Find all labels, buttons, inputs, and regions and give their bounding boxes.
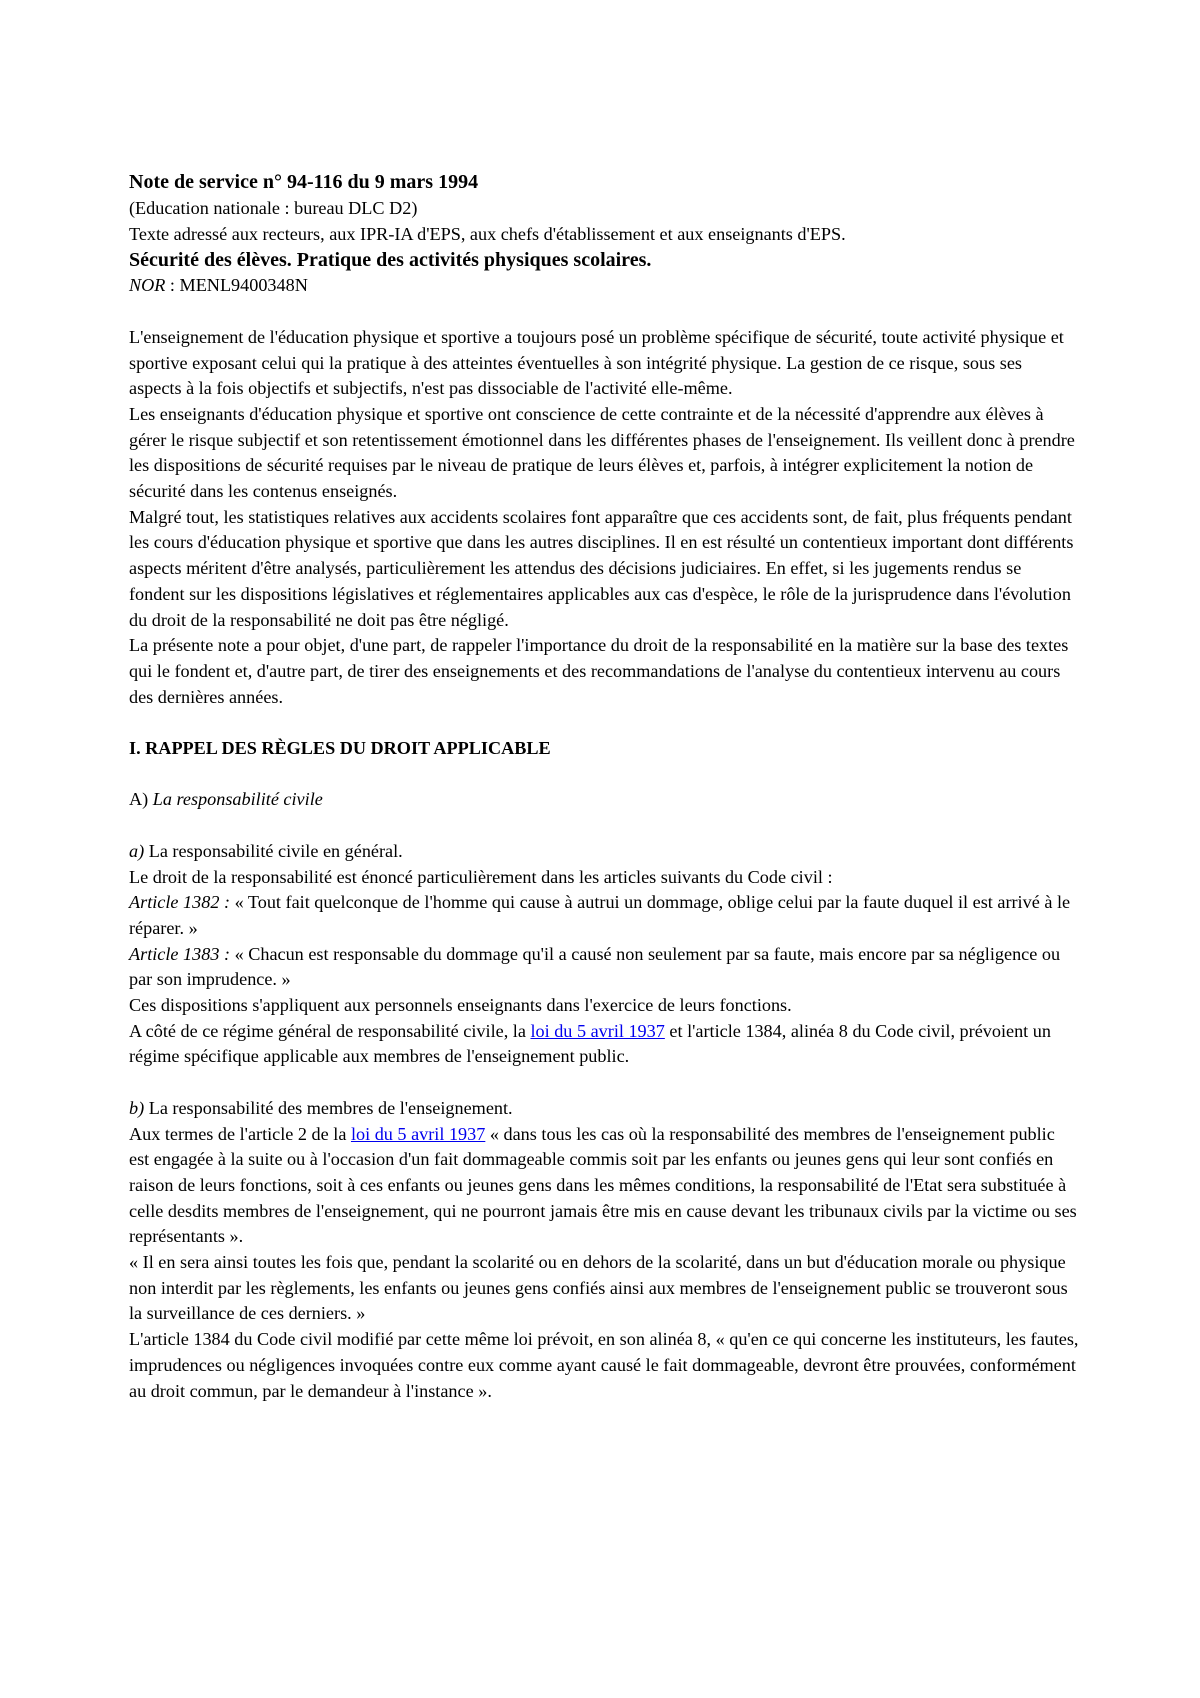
document-subject: Sécurité des élèves. Pratique des activités physiques scolaires.	[129, 249, 652, 272]
quote-scolarite: « Il en sera ainsi toutes les fois que, pendant la scolarité ou en dehors de la scolarité, dans un but d'éducation morale ou physique non interdit par les règlements, les enfants ou jeunes gens confiés ainsi aux membres de l'enseignement public se trouveront sous la surveillance de ces derniers. »	[129, 1252, 1068, 1324]
subsection-a-title: La responsabilité civile	[152, 789, 323, 810]
article-1382-label: Article 1382 :	[129, 892, 231, 913]
addressees-line: Texte adressé aux recteurs, aux IPR-IA d'EPS, aux chefs d'établissement et aux enseignants d'EPS.	[129, 223, 846, 244]
specific-regime	[129, 1019, 1079, 1070]
point-a-heading	[129, 839, 1079, 865]
article-2-after: « dans tous les cas où la responsabilité des membres de l'enseignement public est engagée à la suite ou à l'occasion d'un fait dommageable commis soit par les enfants ou jeunes gens qui leur sont confiés en raison de leurs fonctions, soit à ces enfants ou jeunes gens dans les mêmes conditions, la responsabilité de l'Etat sera substituée à celle desdits membres de l'enseignement, qui ne pourront jamais être mis en cause devant les tribunaux civils par la victime ou ses représentants ».	[129, 1123, 1077, 1247]
point-a-title: La responsabilité civile en général.	[144, 840, 403, 861]
article-1383	[129, 942, 1079, 993]
loi-1937-link-2[interactable]: loi du 5 avril 1937	[350, 1123, 486, 1144]
article-1384: L'article 1384 du Code civil modifié par cette même loi prévoit, en son alinéa 8, « qu'en ce qui concerne les instituteurs, les fautes, imprudences ou négligences invoquées contre eux comme ayant causé le fait dommageable, devront être prouvées, conformément au droit commun, par le demandeur à l'instance ».	[129, 1329, 1079, 1401]
spacer	[129, 710, 1079, 736]
bureau-line: (Education nationale : bureau DLC D2)	[129, 198, 418, 218]
point-b-heading	[129, 1096, 1079, 1122]
specific-regime-after: et l'article 1384, alinéa 8 du Code civil, prévoient un régime spécifique applicable aux membres de l'enseignement public.	[129, 1020, 1051, 1067]
code-civil-intro: Le droit de la responsabilité est énoncé particulièrement dans les articles suivants du Code civil :	[129, 866, 833, 887]
nor-value: : MENL9400348N	[165, 275, 308, 296]
specific-regime-before: A côté de ce régime général de responsabilité civile, la	[129, 1020, 531, 1041]
article-1382	[129, 890, 1079, 941]
nor-line	[129, 273, 1079, 299]
intro-paragraph-4: La présente note a pour objet, d'une part, de rappeler l'importance du droit de la responsabilité en la matière sur la base des textes qui le fondent et, d'autre part, de tirer des enseignements et des recommandations de l'analyse du contentieux intervenu au cours des dernières années.	[129, 635, 1069, 707]
spacer	[129, 762, 1079, 788]
section-1-heading: I. RAPPEL DES RÈGLES DU DROIT APPLICABLE	[129, 738, 551, 759]
dispositions-apply: Ces dispositions s'appliquent aux personnels enseignants dans l'exercice de leurs fonctions.	[129, 995, 792, 1016]
document-title: Note de service n° 94-116 du 9 mars 1994	[129, 171, 479, 193]
subsection-a-prefix: A)	[129, 789, 153, 810]
intro-paragraph-2: Les enseignants d'éducation physique et sportive ont conscience de cette contrainte et de la nécessité d'apprendre aux élèves à gérer le risque subjectif et son retentissement émotionnel dans les différentes phases de l'enseignement. Ils veillent donc à prendre les dispositions de sécurité requises par le niveau de pratique de leurs élèves et, parfois, à intégrer explicitement la notion de sécurité dans les contenus enseignés.	[129, 403, 1075, 502]
document-page	[129, 168, 1079, 1404]
point-b-title: La responsabilité des membres de l'enseignement.	[144, 1097, 513, 1118]
spacer	[129, 299, 1079, 325]
nor-label: NOR	[129, 275, 166, 296]
spacer	[129, 813, 1079, 839]
intro-paragraph-3: Malgré tout, les statistiques relatives aux accidents scolaires font apparaître que ces accidents sont, de fait, plus fréquents pendant les cours d'éducation physique et sportive que dans les autres disciplines. Il en est résulté un contentieux important dont différents aspects méritent d'être analysés, particulièrement les attendus des décisions judiciaires. En effet, si les jugements rendus se fondent sur les dispositions législatives et réglementaires applicables aux cas d'espèce, le rôle de la jurisprudence dans l'évolution du droit de la responsabilité ne doit pas être négligé.	[129, 506, 1074, 630]
article-1382-text: « Tout fait quelconque de l'homme qui cause à autrui un dommage, oblige celui par la faute duquel il est arrivé à le réparer. »	[129, 892, 1071, 938]
article-2-before: Aux termes de l'article 2 de la	[129, 1123, 351, 1144]
intro-paragraph-1: L'enseignement de l'éducation physique et sportive a toujours posé un problème spécifique de sécurité, toute activité physique et sportive exposant celui qui la pratique à des atteintes éventuelles à son intégrité physique. La gestion de ce risque, sous ses aspects à la fois objectifs et subjectifs, n'est pas dissociable de l'activité elle-même.	[129, 326, 1064, 399]
article-1383-text: « Chacun est responsable du dommage qu'il a causé non seulement par sa faute, mais encore par sa négligence ou par son imprudence. »	[129, 943, 1061, 990]
article-1383-label: Article 1383 :	[129, 943, 231, 964]
loi-1937-link[interactable]: loi du 5 avril 1937	[530, 1020, 665, 1041]
article-2-loi	[129, 1122, 1079, 1251]
point-b-marker: b)	[129, 1097, 145, 1118]
subsection-a-heading	[129, 787, 1079, 813]
spacer	[129, 1070, 1079, 1096]
point-a-marker: a)	[129, 840, 145, 861]
